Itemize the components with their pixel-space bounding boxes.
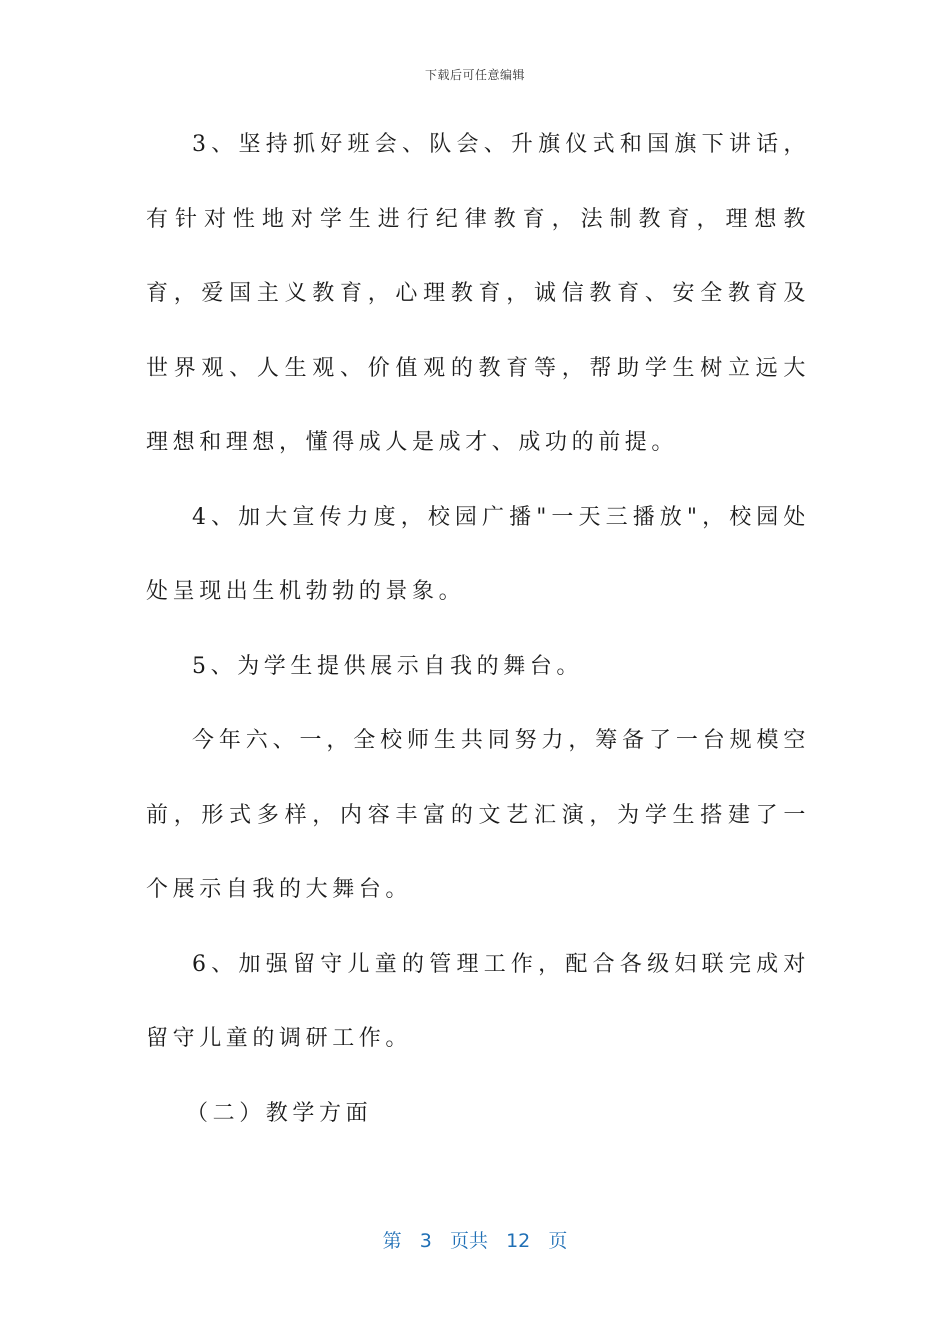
footer-suffix: 页 xyxy=(548,1230,568,1252)
section-heading-teaching: （二）教学方面 xyxy=(186,1100,373,1126)
document-body xyxy=(146,108,810,1151)
paragraph-item-3: 3、坚持抓好班会、队会、升旗仪式和国旗下讲话，有针对性地对学生进行纪律教育，法制教育，理想教育，爱国主义教育，心理教育，诚信教育、安全教育及世界观、人生观、价值观的教育等，帮助学生树立远大理想和理想，懂得成人是成才、成功的前提。 xyxy=(146,132,810,455)
page-footer xyxy=(0,1226,950,1253)
footer-current-page: 3 xyxy=(419,1230,432,1252)
footer-total-pages: 12 xyxy=(506,1230,531,1252)
footer-prefix: 第 xyxy=(382,1230,402,1252)
page-header-note: 下载后可任意编辑 xyxy=(424,68,525,82)
paragraph-stage-performance: 今年六、一，全校师生共同努力，筹备了一台规模空前，形式多样，内容丰富的文艺汇演，为学生搭建了一个展示自我的大舞台。 xyxy=(146,728,810,902)
paragraph-item-6: 6、加强留守儿童的管理工作，配合各级妇联完成对留守儿童的调研工作。 xyxy=(146,951,810,1051)
footer-middle: 页共 xyxy=(449,1230,488,1252)
paragraph-item-4: 4、加大宣传力度，校园广播"一天三播放"，校园处处呈现出生机勃勃的景象。 xyxy=(146,504,810,604)
paragraph-item-5: 5、为学生提供展示自我的舞台。 xyxy=(192,653,583,679)
